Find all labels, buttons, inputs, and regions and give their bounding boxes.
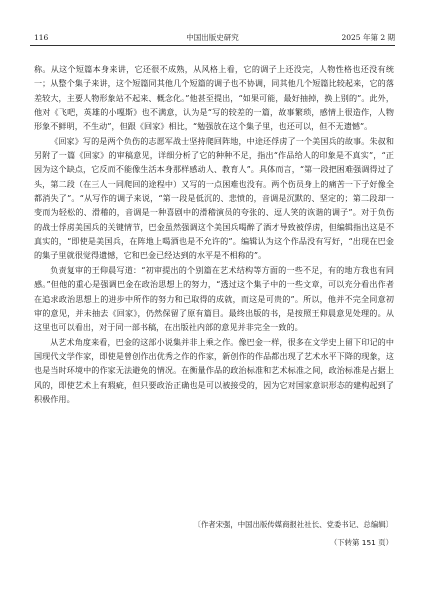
continuation-note: （下转第 151 页） bbox=[329, 538, 393, 547]
paragraph-second-review: 负责复审的王仰晨写道：“初审提出的个别篇在艺术结构等方面的一些不足，有的地方我也有同感。”但他的重心是强调巴金在政治思想上的努力，“透过这个集子中的一些文章，可以充分看出作者在追求政治思想上的进步中所作的努力和已取得的成就，而这是可贵的”。所以，他并不完全同意初审的意见，并未抽去《回家》，仍然保留了原有篇目。最终出版的书，是按照王仰晨意见处理的。从这里也可以看出，对于同一部书稿，在出版社内部的意见并非完全一致的。 bbox=[34, 264, 394, 333]
paragraph-continued: 称。从这个短篇本身来讲，它还很不成熟，从风格上看，它的调子上还没完，人物性格也还没有统一；从整个集子来讲，这个短篇同其他几个短篇的调子也不协调，同其他几个短篇比较起来，它的落差较大，主要人物形象站不起来、概念化。”他甚至提出，“如果可能，最好抽掉，换上别的”。此外，他对《飞吧，英雄的小嘎斯》也不满意，认为是“写的较差的一篇，故事繁琐，感情上很造作，人物形象不鲜明，不生动”，但跟《回家》相比，“勉强放在这个集子里，也还可以，但不无遗憾”。 bbox=[34, 64, 394, 132]
author-note: 〔作者宋强，中国出版传媒商报社社长、党委书记、总编辑〕 bbox=[193, 520, 393, 529]
article-body bbox=[34, 62, 394, 406]
journal-title: 中国出版史研究 bbox=[186, 33, 239, 42]
page-number: 116 bbox=[34, 33, 49, 42]
paragraph-huijia-analysis: 《回家》写的是两个负伤的志愿军战士坚持爬回阵地，中途还俘虏了一个美国兵的故事。朱叔和另附了一篇《回家》的审稿意见，详细分析了它的种种不足，指出“作品给人的印象是不真实”，“正因为这个缺点，它反而不能像生活本身那样感动人、教育人”。具体而言，“第一段把困难强调得过了头，第二段（在三人一同爬回的途程中）又写的一点困难也没有。两个伤员身上的痛苦一下子好像全都消失了”。“从写作的调子来说，“第一段是低沉的、悲愤的，音调是沉默的、坚定的；第二段却一变而为轻松的、滑稽的，音调是一种喜剧中的滑稽演员的夸张的、逗人笑的诙谐的调子”。对于负伤的战士俘虏美国兵的关键情节，巴金虽然强调这个美国兵喝醉了酒才导致被俘虏，但编辑指出这是不真实的，“即使是美国兵，在阵地上喝酒也是不允许的”。编辑认为这个作品没有写好，“出现在巴金的集子里就很觉得遗憾，它和巴金已经达到的水平是不相称的”。 bbox=[34, 135, 394, 261]
running-header bbox=[30, 31, 395, 46]
paragraph-artistic-assessment: 从艺术角度来看，巴金的这部小说集并非上乘之作。像巴金一样，很多在文学史上留下印记的中国现代文学作家，即使是曾创作出优秀之作的作家，新创作的作品都出现了艺术水平下降的现象，这也是当时环境中的作家无法避免的情况。在衡量作品的政治标准和艺术标准之间，政治标准是占据上风的，即使艺术上有瑕疵，但只要政治正确也是可以被接受的，因为它对国家意识形态的建构起到了积极作用。 bbox=[34, 336, 394, 404]
issue-label: 2025 年第 2 期 bbox=[341, 33, 395, 42]
